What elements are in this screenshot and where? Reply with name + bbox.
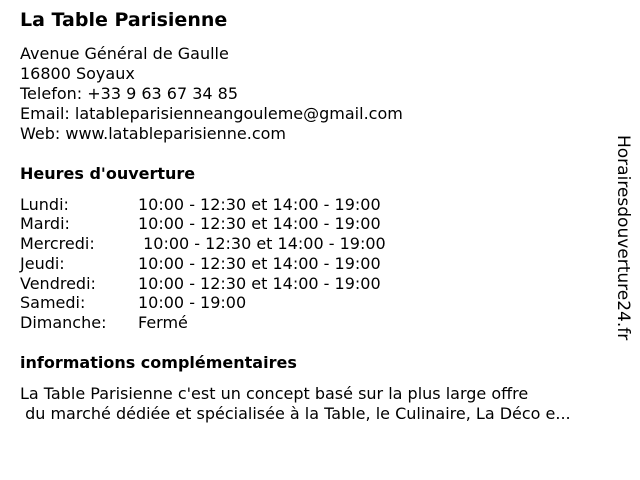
day-label: Samedi: — [20, 293, 86, 312]
business-name: La Table Parisienne — [20, 9, 228, 31]
day-hours: 10:00 - 12:30 et 14:00 - 19:00 — [138, 234, 386, 253]
additional-info-heading: informations complémentaires — [20, 353, 297, 372]
website: Web: www.latableparisienne.com — [20, 124, 286, 143]
day-label: Jeudi: — [20, 254, 65, 273]
day-label: Mercredi: — [20, 234, 95, 253]
day-hours: 10:00 - 12:30 et 14:00 - 19:00 — [138, 254, 381, 273]
address-street: Avenue Général de Gaulle — [20, 44, 229, 63]
watermark: Horairesdouverture24.fr — [613, 135, 633, 341]
day-label: Dimanche: — [20, 313, 107, 332]
day-hours: 10:00 - 19:00 — [138, 293, 247, 312]
email: Email: latableparisienneangouleme@gmail.com — [20, 104, 403, 123]
opening-hours-heading: Heures d'ouverture — [20, 164, 196, 183]
day-label: Mardi: — [20, 214, 70, 233]
day-hours: 10:00 - 12:30 et 14:00 - 19:00 — [138, 274, 381, 293]
phone: Telefon: +33 9 63 67 34 85 — [20, 84, 239, 103]
description-line: La Table Parisienne c'est un concept basé sur la plus large offre — [20, 384, 529, 403]
day-label: Lundi: — [20, 195, 69, 214]
day-hours: 10:00 - 12:30 et 14:00 - 19:00 — [138, 214, 381, 233]
day-hours: 10:00 - 12:30 et 14:00 - 19:00 — [138, 195, 381, 214]
day-hours: Fermé — [138, 313, 188, 332]
description-line: du marché dédiée et spécialisée à la Table, le Culinaire, La Déco e... — [20, 404, 571, 423]
address-city: 16800 Soyaux — [20, 64, 135, 83]
day-label: Vendredi: — [20, 274, 96, 293]
